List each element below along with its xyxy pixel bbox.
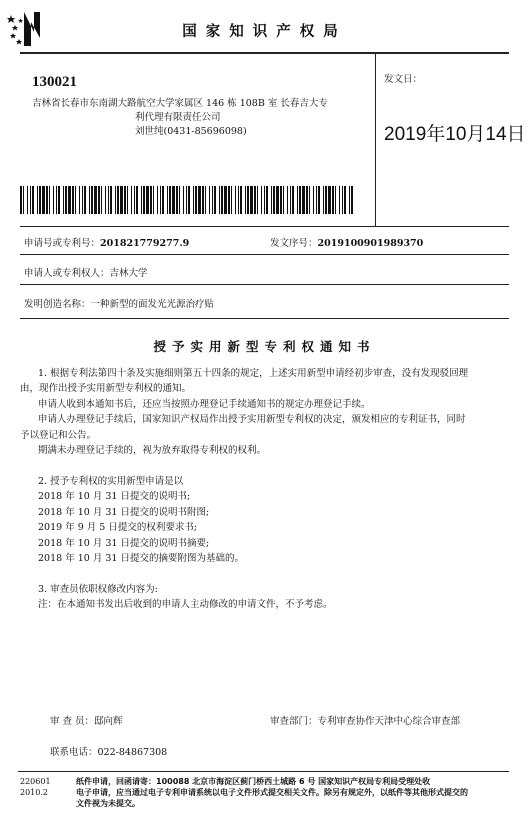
barcode-bar	[344, 186, 346, 214]
barcode-bar	[276, 186, 279, 214]
department-label: 审查部门：	[270, 716, 318, 727]
barcode-bar	[280, 186, 282, 214]
barcode-bar	[193, 186, 194, 214]
barcode-bar	[264, 186, 265, 214]
barcode-bar	[328, 186, 331, 214]
barcode-bar	[238, 186, 239, 214]
barcode-bar	[157, 186, 158, 214]
examiner-label: 审 查 员：	[50, 716, 95, 727]
barcode-bar	[299, 186, 301, 214]
barcode-bar	[297, 186, 298, 214]
paragraph-4: 期满未办理登记手续的，视为放弃取得专利权的权利。	[38, 445, 267, 456]
application-number-row	[24, 235, 189, 249]
contact-person: 刘世纯(0431-85696098)	[135, 126, 247, 137]
section-3-note: 注：在本通知书发出后收到的申请人主动修改的申请文件，不予考虑。	[38, 599, 333, 610]
barcode-bar	[58, 186, 60, 214]
barcode-bar	[37, 186, 38, 214]
barcode-bar	[150, 186, 152, 214]
barcode-bar	[27, 186, 28, 214]
barcode-bar	[183, 186, 184, 214]
barcode-bar	[79, 186, 80, 214]
serial-number: 2019100901989370	[317, 238, 424, 249]
barcode-bar	[351, 186, 353, 214]
barcode-bar	[89, 186, 90, 214]
barcode-bar	[292, 186, 294, 214]
barcode-bar	[250, 186, 253, 214]
paragraph-3-line-1: 申请人办理登记手续后，国家知识产权局作出授予实用新型专利权的决定，颁发相应的专利证书，同时	[38, 414, 466, 425]
barcode-bar	[273, 186, 275, 214]
list-item: 2018 年 10 月 31 日提交的说明书摘要;	[38, 538, 210, 549]
barcode-bar	[195, 186, 197, 214]
barcode-bar	[117, 186, 119, 214]
barcode-bar	[202, 186, 204, 214]
barcode-bar	[167, 186, 168, 214]
barcode-bar	[65, 186, 67, 214]
barcode-bar	[266, 186, 268, 214]
barcode-bar	[108, 186, 109, 214]
list-item: 2018 年 10 月 31 日提交的摘要附图为基础的。	[38, 553, 244, 564]
barcode-bar	[56, 186, 57, 214]
footer-line-1: 纸件申请，回函请寄：100088 北京市海淀区蓟门桥西土城路 6 号 国家知识产权局专利局受理处收	[76, 777, 431, 786]
phone-row	[50, 745, 167, 760]
barcode-bar	[143, 186, 145, 214]
header-top-rule	[20, 52, 509, 54]
barcode-bar	[32, 186, 34, 214]
rule-2	[20, 254, 509, 255]
barcode-bar	[101, 186, 102, 214]
barcode-bar	[335, 186, 336, 214]
barcode-bar	[141, 186, 142, 214]
barcode-bar	[82, 186, 83, 214]
footer-line-3: 文件视为未提交。	[76, 799, 140, 808]
barcode-bar	[75, 186, 76, 214]
barcode-bar	[120, 186, 123, 214]
examiner-row	[50, 714, 123, 729]
barcode-bar	[224, 186, 227, 214]
barcode-bar	[72, 186, 74, 214]
barcode-bar	[105, 186, 106, 214]
barcode-bar	[186, 186, 187, 214]
barcode-bar	[342, 186, 343, 214]
paragraph-3-line-2: 予以登记和公告。	[20, 430, 97, 441]
paragraph-1-line-1: 1. 根据专利法第四十条及实施细则第五十四条的规定，上述实用新型申请经初步审查，没有发现驳回理	[38, 368, 469, 379]
barcode-bar	[179, 186, 180, 214]
barcode-bar	[176, 186, 178, 214]
barcode	[20, 186, 356, 214]
barcode-bar	[325, 186, 327, 214]
barcode-bar	[98, 186, 100, 214]
barcode-bar	[94, 186, 97, 214]
barcode-bar	[23, 186, 24, 214]
barcode-bar	[221, 186, 223, 214]
barcode-bar	[134, 186, 135, 214]
barcode-bar	[172, 186, 175, 214]
barcode-bar	[169, 186, 171, 214]
applicant-label: 申请人或专利权人：	[24, 268, 110, 279]
invention-title-row	[24, 296, 214, 310]
barcode-bar	[110, 186, 112, 214]
barcode-bar	[228, 186, 230, 214]
barcode-bar	[209, 186, 210, 214]
rule-1	[20, 226, 509, 227]
form-code: 220601	[20, 777, 51, 786]
barcode-bar	[339, 186, 340, 214]
application-number-label: 申请号或专利号：	[24, 238, 101, 249]
barcode-bar	[153, 186, 154, 214]
serial-number-row	[270, 235, 423, 249]
notice-title: 授予实用新型专利权通知书	[153, 339, 376, 354]
barcode-bar	[198, 186, 201, 214]
barcode-bar	[323, 186, 324, 214]
barcode-bar	[131, 186, 132, 214]
barcode-bar	[91, 186, 93, 214]
barcode-bar	[49, 186, 50, 214]
paragraph-2: 申请人收到本通知书后，还应当按照办理登记手续通知书的规定办理登记手续。	[38, 399, 371, 410]
barcode-bar	[84, 186, 86, 214]
barcode-bar	[240, 186, 242, 214]
section-2-title: 2. 授予专利权的实用新型申请是以	[38, 476, 184, 487]
barcode-bar	[205, 186, 206, 214]
form-date: 2010.2	[20, 788, 48, 797]
barcode-bar	[306, 186, 308, 214]
phone-number: 022-84867308	[97, 747, 168, 758]
barcode-bar	[287, 186, 288, 214]
barcode-bar	[290, 186, 291, 214]
barcode-bar	[349, 186, 350, 214]
invention-title-label: 发明创造名称：	[24, 299, 91, 310]
office-title: 国家知识产权局	[182, 24, 347, 40]
list-item: 2019 年 9 月 5 日提交的权利要求书;	[38, 522, 198, 533]
barcode-bar	[146, 186, 149, 214]
barcode-bar	[247, 186, 249, 214]
address-line-2: 利代理有限责任公司	[135, 112, 221, 123]
section-3-title: 3. 审查员依职权修改内容为:	[38, 584, 158, 595]
barcode-bar	[219, 186, 220, 214]
department-name: 专利审查协作天津中心综合审查部	[317, 716, 461, 727]
examiner-name: 邸向辉	[94, 716, 123, 727]
barcode-bar	[63, 186, 64, 214]
barcode-bar	[53, 186, 54, 214]
barcode-bar	[20, 186, 22, 214]
dispatch-date: 2019年10月14日	[384, 124, 526, 145]
applicant-row	[24, 265, 148, 279]
serial-number-label: 发文序号：	[270, 238, 318, 249]
postcode: 130021	[32, 74, 77, 90]
barcode-bar	[136, 186, 138, 214]
barcode-bar	[254, 186, 256, 214]
footer-rule	[18, 771, 509, 772]
rule-4	[20, 318, 509, 319]
barcode-bar	[42, 186, 45, 214]
barcode-bar	[188, 186, 190, 214]
barcode-bar	[261, 186, 262, 214]
barcode-bar	[245, 186, 246, 214]
header-divider	[375, 53, 376, 226]
barcode-bar	[231, 186, 232, 214]
barcode-bar	[318, 186, 320, 214]
barcode-bar	[313, 186, 314, 214]
rule-3	[20, 284, 509, 285]
barcode-bar	[302, 186, 305, 214]
footer-line-2: 电子申请，应当通过电子专利申请系统以电子文件形式提交相关文件。除另有规定外，以纸件等其他形式提交的	[76, 788, 468, 797]
barcode-bar	[316, 186, 317, 214]
application-number: 201821779277.9	[100, 238, 190, 249]
barcode-bar	[160, 186, 161, 214]
barcode-bar	[271, 186, 272, 214]
address-line-1: 吉林省长春市东南湖大路航空大学家属区 146 栋 108B 室 长春吉大专	[32, 98, 328, 109]
phone-label: 联系电话：	[50, 747, 98, 758]
applicant-name: 吉林大学	[109, 268, 148, 279]
invention-title: 一种新型的面发光光源治疗贴	[90, 299, 215, 310]
list-item: 2018 年 10 月 31 日提交的说明书附图;	[38, 507, 210, 518]
dispatch-date-label: 发文日：	[384, 74, 423, 85]
barcode-bar	[30, 186, 31, 214]
barcode-bar	[332, 186, 334, 214]
barcode-bar	[235, 186, 236, 214]
barcode-bar	[39, 186, 41, 214]
department-row	[270, 714, 460, 729]
paragraph-1-line-2: 由，现作出授予实用新型专利权的通知。	[20, 383, 192, 394]
barcode-bar	[212, 186, 213, 214]
barcode-bar	[46, 186, 48, 214]
barcode-bar	[214, 186, 216, 214]
barcode-bar	[68, 186, 71, 214]
barcode-bar	[283, 186, 284, 214]
barcode-bar	[127, 186, 128, 214]
barcode-bar	[257, 186, 258, 214]
barcode-bar	[309, 186, 310, 214]
barcode-bar	[162, 186, 164, 214]
barcode-bar	[115, 186, 116, 214]
list-item: 2018 年 10 月 31 日提交的说明书;	[38, 491, 191, 502]
barcode-bar	[124, 186, 126, 214]
